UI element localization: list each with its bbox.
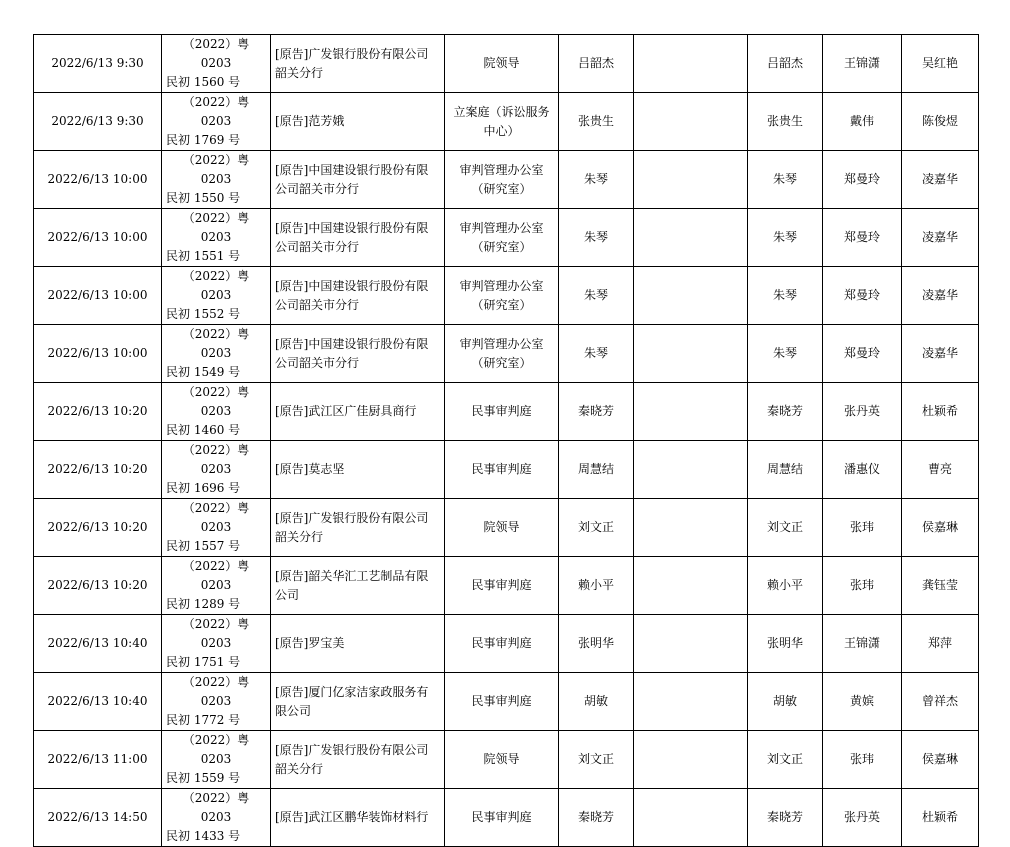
party-cell: [原告]厦门亿家洁家政服务有限公司 [271, 673, 445, 731]
case-number-line-2: 民初 1552 号 [166, 307, 241, 321]
case-number-line-1: （2022）粤 0203 [182, 617, 250, 650]
blank-cell [634, 789, 748, 847]
case-number-line-2: 民初 1751 号 [166, 655, 241, 669]
department-cell: 审判管理办公室（研究室） [445, 267, 559, 325]
presiding-judge-cell: 张贵生 [748, 93, 823, 151]
clerk-cell: 吴红艳 [902, 35, 979, 93]
case-number-line-2: 民初 1696 号 [166, 481, 241, 495]
department-cell: 民事审判庭 [445, 383, 559, 441]
department-cell: 民事审判庭 [445, 615, 559, 673]
clerk-cell: 侯嘉琳 [902, 499, 979, 557]
blank-cell [634, 93, 748, 151]
presiding-judge-cell: 秦晓芳 [748, 383, 823, 441]
case-number-line-1: （2022）粤 0203 [182, 153, 250, 186]
department-cell: 民事审判庭 [445, 673, 559, 731]
judge-cell: 张贵生 [559, 93, 634, 151]
hearing-time-cell: 2022/6/13 10:20 [34, 441, 162, 499]
case-number-line-2: 民初 1559 号 [166, 771, 241, 785]
party-cell: [原告]中国建设银行股份有限公司韶关市分行 [271, 325, 445, 383]
party-cell: [原告]广发银行股份有限公司韶关分行 [271, 499, 445, 557]
hearing-time-cell: 2022/6/13 9:30 [34, 93, 162, 151]
blank-cell [634, 325, 748, 383]
party-cell: [原告]罗宝美 [271, 615, 445, 673]
clerk-cell: 侯嘉琳 [902, 731, 979, 789]
case-number-line-2: 民初 1549 号 [166, 365, 241, 379]
blank-cell [634, 383, 748, 441]
case-number-line-1: （2022）粤 0203 [182, 443, 250, 476]
judge-cell: 朱琴 [559, 267, 634, 325]
case-number-cell [162, 673, 271, 731]
hearing-time-cell: 2022/6/13 10:00 [34, 267, 162, 325]
case-number-cell [162, 151, 271, 209]
table-row [34, 557, 979, 615]
hearing-time-cell: 2022/6/13 10:00 [34, 151, 162, 209]
party-cell: [原告]武江区鹏华装饰材料行 [271, 789, 445, 847]
judge-cell: 朱琴 [559, 151, 634, 209]
case-number-line-2: 民初 1460 号 [166, 423, 241, 437]
clerk-cell: 凌嘉华 [902, 325, 979, 383]
table-row [34, 615, 979, 673]
case-number-line-2: 民初 1557 号 [166, 539, 241, 553]
panel-member-cell: 黄嫔 [823, 673, 902, 731]
judge-cell: 赖小平 [559, 557, 634, 615]
case-number-line-2: 民初 1550 号 [166, 191, 241, 205]
presiding-judge-cell: 刘文正 [748, 499, 823, 557]
clerk-cell: 曾祥杰 [902, 673, 979, 731]
case-number-cell [162, 557, 271, 615]
panel-member-cell: 郑曼玲 [823, 325, 902, 383]
judge-cell: 刘文正 [559, 499, 634, 557]
judge-cell: 周慧结 [559, 441, 634, 499]
table-row [34, 93, 979, 151]
case-number-line-2: 民初 1560 号 [166, 75, 241, 89]
table-body [34, 35, 979, 847]
blank-cell [634, 615, 748, 673]
case-number-line-2: 民初 1772 号 [166, 713, 241, 727]
department-cell: 民事审判庭 [445, 441, 559, 499]
clerk-cell: 曹亮 [902, 441, 979, 499]
clerk-cell: 杜颖希 [902, 383, 979, 441]
judge-cell: 吕韶杰 [559, 35, 634, 93]
case-number-cell [162, 325, 271, 383]
case-number-line-1: （2022）粤 0203 [182, 675, 250, 708]
case-number-line-1: （2022）粤 0203 [182, 733, 250, 766]
table-row [34, 673, 979, 731]
case-number-line-1: （2022）粤 0203 [182, 269, 250, 302]
blank-cell [634, 35, 748, 93]
hearing-time-cell: 2022/6/13 14:50 [34, 789, 162, 847]
table-row [34, 731, 979, 789]
judge-cell: 秦晓芳 [559, 789, 634, 847]
department-cell: 民事审判庭 [445, 789, 559, 847]
party-cell: [原告]范芳娥 [271, 93, 445, 151]
panel-member-cell: 张丹英 [823, 383, 902, 441]
clerk-cell: 陈俊煜 [902, 93, 979, 151]
case-number-cell [162, 35, 271, 93]
hearing-time-cell: 2022/6/13 11:00 [34, 731, 162, 789]
blank-cell [634, 151, 748, 209]
blank-cell [634, 209, 748, 267]
hearing-time-cell: 2022/6/13 10:40 [34, 615, 162, 673]
table-row [34, 441, 979, 499]
blank-cell [634, 499, 748, 557]
case-number-line-1: （2022）粤 0203 [182, 501, 250, 534]
clerk-cell: 龚钰莹 [902, 557, 979, 615]
panel-member-cell: 王锦潇 [823, 615, 902, 673]
panel-member-cell: 张玮 [823, 731, 902, 789]
table-row [34, 383, 979, 441]
presiding-judge-cell: 张明华 [748, 615, 823, 673]
case-number-cell [162, 499, 271, 557]
case-number-line-1: （2022）粤 0203 [182, 327, 250, 360]
hearing-time-cell: 2022/6/13 10:20 [34, 499, 162, 557]
judge-cell: 张明华 [559, 615, 634, 673]
party-cell: [原告]莫志坚 [271, 441, 445, 499]
presiding-judge-cell: 朱琴 [748, 209, 823, 267]
clerk-cell: 凌嘉华 [902, 209, 979, 267]
party-cell: [原告]中国建设银行股份有限公司韶关市分行 [271, 151, 445, 209]
presiding-judge-cell: 朱琴 [748, 267, 823, 325]
case-number-line-1: （2022）粤 0203 [182, 385, 250, 418]
department-cell: 院领导 [445, 731, 559, 789]
department-cell: 审判管理办公室（研究室） [445, 325, 559, 383]
case-number-line-2: 民初 1289 号 [166, 597, 241, 611]
hearing-schedule-table [33, 34, 979, 847]
presiding-judge-cell: 胡敏 [748, 673, 823, 731]
panel-member-cell: 郑曼玲 [823, 151, 902, 209]
case-number-line-1: （2022）粤 0203 [182, 791, 250, 824]
blank-cell [634, 673, 748, 731]
case-number-line-1: （2022）粤 0203 [182, 211, 250, 244]
case-number-line-1: （2022）粤 0203 [182, 95, 250, 128]
party-cell: [原告]广发银行股份有限公司韶关分行 [271, 35, 445, 93]
case-number-line-2: 民初 1551 号 [166, 249, 241, 263]
presiding-judge-cell: 周慧结 [748, 441, 823, 499]
department-cell: 民事审判庭 [445, 557, 559, 615]
panel-member-cell: 张丹英 [823, 789, 902, 847]
case-number-cell [162, 209, 271, 267]
table-row [34, 151, 979, 209]
presiding-judge-cell: 朱琴 [748, 325, 823, 383]
case-number-line-2: 民初 1433 号 [166, 829, 241, 843]
case-number-cell [162, 615, 271, 673]
judge-cell: 朱琴 [559, 325, 634, 383]
department-cell: 院领导 [445, 499, 559, 557]
party-cell: [原告]韶关华汇工艺制品有限公司 [271, 557, 445, 615]
hearing-time-cell: 2022/6/13 10:20 [34, 557, 162, 615]
presiding-judge-cell: 吕韶杰 [748, 35, 823, 93]
presiding-judge-cell: 刘文正 [748, 731, 823, 789]
judge-cell: 刘文正 [559, 731, 634, 789]
case-number-line-2: 民初 1769 号 [166, 133, 241, 147]
hearing-time-cell: 2022/6/13 10:40 [34, 673, 162, 731]
case-number-cell [162, 383, 271, 441]
panel-member-cell: 郑曼玲 [823, 267, 902, 325]
clerk-cell: 杜颖希 [902, 789, 979, 847]
table-row [34, 325, 979, 383]
party-cell: [原告]中国建设银行股份有限公司韶关市分行 [271, 209, 445, 267]
panel-member-cell: 潘惠仪 [823, 441, 902, 499]
presiding-judge-cell: 秦晓芳 [748, 789, 823, 847]
clerk-cell: 凌嘉华 [902, 151, 979, 209]
case-number-cell [162, 789, 271, 847]
blank-cell [634, 557, 748, 615]
table-row [34, 35, 979, 93]
hearing-time-cell: 2022/6/13 10:20 [34, 383, 162, 441]
panel-member-cell: 张玮 [823, 499, 902, 557]
panel-member-cell: 张玮 [823, 557, 902, 615]
panel-member-cell: 戴伟 [823, 93, 902, 151]
case-number-cell [162, 267, 271, 325]
department-cell: 审判管理办公室（研究室） [445, 151, 559, 209]
party-cell: [原告]广发银行股份有限公司韶关分行 [271, 731, 445, 789]
table-row [34, 209, 979, 267]
judge-cell: 胡敏 [559, 673, 634, 731]
hearing-time-cell: 2022/6/13 10:00 [34, 325, 162, 383]
department-cell: 审判管理办公室（研究室） [445, 209, 559, 267]
panel-member-cell: 王锦潇 [823, 35, 902, 93]
clerk-cell: 凌嘉华 [902, 267, 979, 325]
department-cell: 立案庭（诉讼服务中心） [445, 93, 559, 151]
case-number-cell [162, 93, 271, 151]
blank-cell [634, 731, 748, 789]
department-cell: 院领导 [445, 35, 559, 93]
table-row [34, 499, 979, 557]
hearing-time-cell: 2022/6/13 9:30 [34, 35, 162, 93]
case-number-cell [162, 441, 271, 499]
panel-member-cell: 郑曼玲 [823, 209, 902, 267]
party-cell: [原告]武江区广佳厨具商行 [271, 383, 445, 441]
clerk-cell: 郑萍 [902, 615, 979, 673]
blank-cell [634, 441, 748, 499]
case-number-line-1: （2022）粤 0203 [182, 559, 250, 592]
blank-cell [634, 267, 748, 325]
table-row [34, 789, 979, 847]
case-number-cell [162, 731, 271, 789]
hearing-time-cell: 2022/6/13 10:00 [34, 209, 162, 267]
presiding-judge-cell: 朱琴 [748, 151, 823, 209]
judge-cell: 朱琴 [559, 209, 634, 267]
table-row [34, 267, 979, 325]
presiding-judge-cell: 赖小平 [748, 557, 823, 615]
case-number-line-1: （2022）粤 0203 [182, 37, 250, 70]
judge-cell: 秦晓芳 [559, 383, 634, 441]
party-cell: [原告]中国建设银行股份有限公司韶关市分行 [271, 267, 445, 325]
